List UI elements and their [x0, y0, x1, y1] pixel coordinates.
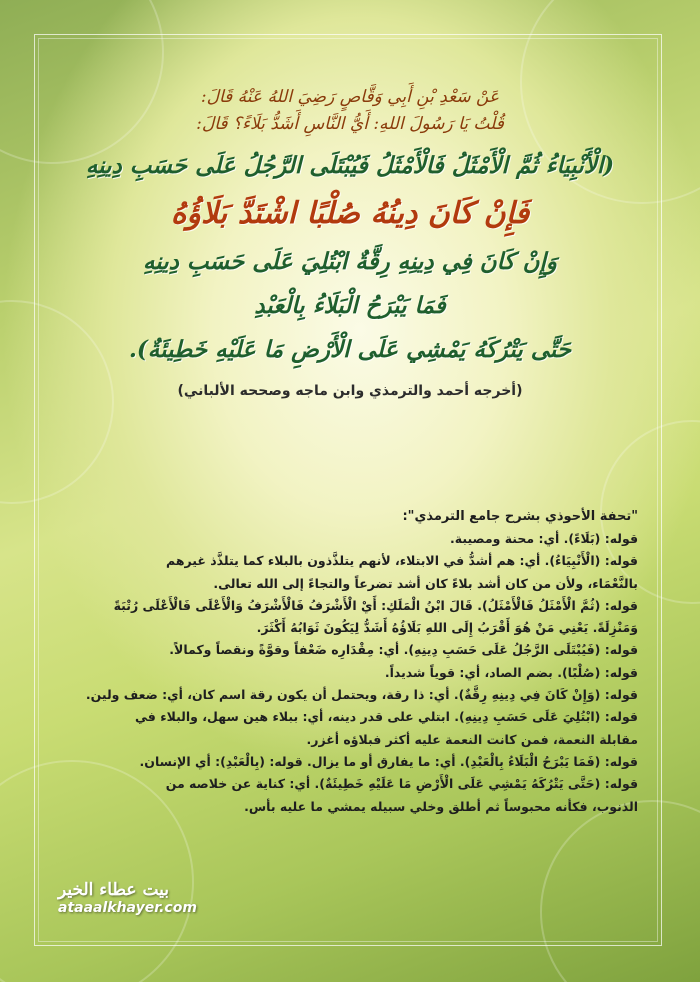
intro-line: عَنْ سَعْدِ بْنِ أَبِي وَقَّاصٍ رَضِيَ اللهُ عَنْهُ قَالَ: — [200, 87, 500, 107]
commentary-line: قوله: (ثُمَّ الْأَمْثَلُ فَالْأَمْثَلُ). قَالَ ابْنُ الْمَلَكِ: أَيْ الْأَشْرَفُ فَالْأَشْرَفُ وَالْأَعْلَى فَالْأَعْلَى رُتْبَةً — [113, 597, 638, 613]
intro-line: قُلْتُ يَا رَسُولَ اللهِ: أَيُّ النَّاسِ أَشَدُّ بَلَاءً؟ قَالَ: — [196, 114, 504, 134]
hadith-line: فَمَا يَبْرَحُ الْبَلَاءُ بِالْعَبْدِ — [254, 292, 446, 319]
hadith-line-highlight: فَإِنْ كَانَ دِينُهُ صُلْبًا اشْتَدَّ بَلَاؤُهُ — [170, 196, 530, 231]
commentary-line: قوله: (بَلَاءً). أي: محنة ومصيبة. — [450, 531, 638, 546]
commentary-line: مقابلة النعمة، فمن كانت النعمة عليه أكثر فبلاؤه أغزر. — [306, 731, 638, 747]
commentary-line: قوله: (فَمَا يَبْرَحُ الْبَلَاءُ بِالْعَبْدِ). أي: ما يفارق أو ما يزال. قوله: (بِالْعَبْدِ): أي الإنسان. — [139, 753, 638, 769]
hadith-source: (أخرجه أحمد والترمذي وابن ماجه وصححه الألباني) — [177, 383, 523, 399]
site-logo-arabic: بيت عطاء الخير — [58, 880, 170, 900]
commentary-title: "تحفة الأحوذي بشرح جامع الترمذي": — [402, 509, 638, 524]
commentary-section — [66, 506, 638, 818]
narration-intro — [62, 84, 638, 138]
commentary-line: قوله: (حَتَّى يَتْرُكَهُ يَمْشِي عَلَى الْأَرْضِ مَا عَلَيْهِ خَطِيئَةٌ). أي: كناية عن خلاصه من — [165, 776, 638, 792]
site-logo-url: ataaalkhayer.com — [58, 900, 197, 916]
commentary-line: قوله: (وَإِنْ كَانَ فِي دِينِهِ رِقَّةٌ). أي: ذا رقة، ويحتمل أن يكون رقة اسم كان، أي: ضعف ولين. — [85, 687, 638, 703]
commentary-line: وَمَنْزِلَةً. يَعْنِي مَنْ هُوَ أَقْرَبُ إِلَى اللهِ بَلَاؤُهُ أَشَدُّ لِيَكُونَ ثَوَابُهُ أَكْثَرَ. — [256, 620, 638, 636]
commentary-line: قوله: (صُلْبًا). بضم الصاد، أي: قوياً شديداً. — [384, 664, 638, 680]
commentary-line: قوله: (الْأَنْبِيَاءُ). أي: هم أشدُّ في الابتلاء، لأنهم يتلذَّذون بالبلاء كما يتلذَّذ غيرهم — [166, 553, 638, 569]
hadith-line: حَتَّى يَتْرُكَهُ يَمْشِي عَلَى الْأَرْضِ مَا عَلَيْهِ خَطِيئَةٌ). — [128, 336, 572, 363]
commentary-line: قوله: (فَيُبْتَلَى الرَّجُلُ عَلَى حَسَبِ دِينِهِ). أي: مِقْدَارِه ضَعْفاً وقوَّةً ونقصاً وكمالاً. — [169, 642, 638, 658]
commentary-line: بالنَّعْمَاء، ولأن من كان أشد بلاءً كان أشد تضرعاً والتجاءً إلى الله تعالى. — [213, 575, 638, 591]
site-logo — [58, 880, 197, 916]
commentary-line: قوله: (ابْتُلِيَ عَلَى حَسَبِ دِينِهِ). ابتلي على قدر دينه، أي: ببلاء هين سهل، والبلاء في — [135, 709, 638, 725]
hadith-text — [62, 144, 638, 372]
hadith-section — [62, 84, 638, 404]
hadith-line: وَإِنْ كَانَ فِي دِينِهِ رِقَّةٌ ابْتُلِيَ عَلَى حَسَبِ دِينِهِ — [142, 248, 558, 275]
commentary-line: الذنوب، فكأنه محبوساً ثم أطلق وخلي سبيله يمشي ما عليه بأس. — [244, 798, 638, 814]
hadith-line: (الْأَنْبِيَاءُ ثُمَّ الْأَمْثَلُ فَالْأَمْثَلُ فَيُبْتَلَى الرَّجُلُ عَلَى حَسَبِ دِينِهِ — [85, 152, 615, 179]
